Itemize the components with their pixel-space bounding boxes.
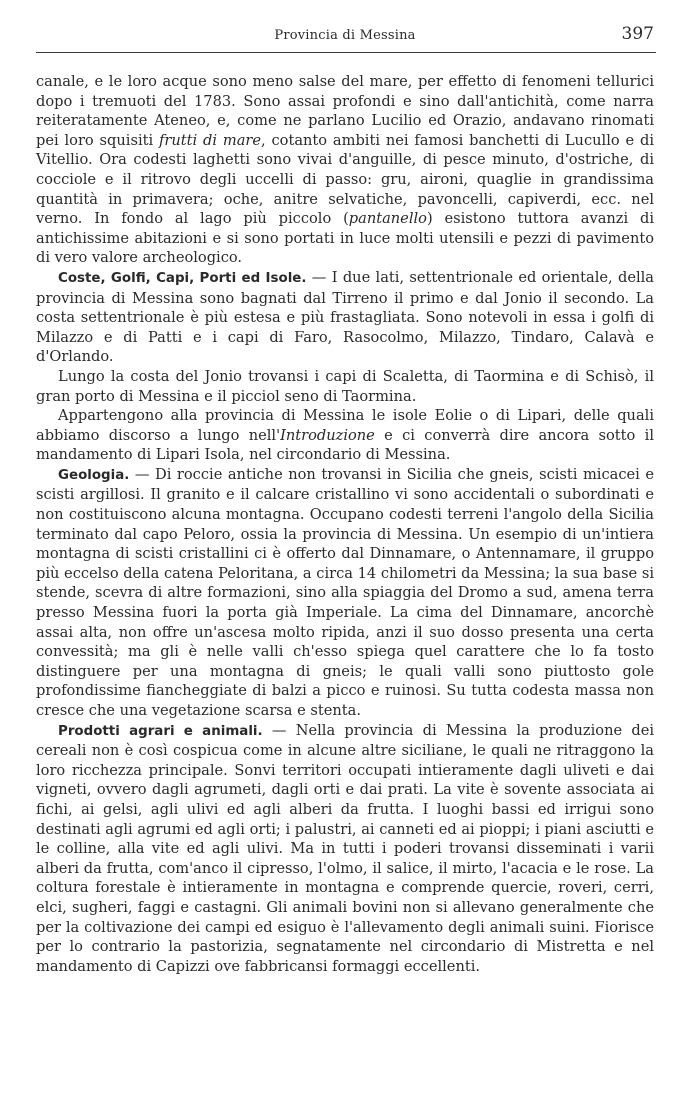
running-head [36,22,654,48]
running-title: Provincia di Messina [274,28,416,43]
paragraph: Coste, Golfi, Capi, Porti ed Isole. — I due lati, settentrionale ed orientale, della provincia di Messina sono bagnati dal Tirreno il primo e dal Jonio il secondo. La costa settentrionale è più estesa e più frastagliata. Sono notevoli in essa i golfi di Milazzo e di Patti e i capi di Faro, Rasocolmo, Milazzo, Tindaro, Calavà e d'Orlando. [36,268,654,366]
section-heading: Prodotti agrari e animali. [58,723,263,739]
paragraph: Appartengono alla provincia di Messina le isole Eolie o di Lipari, delle quali abbiamo discorso a lungo nell'Introduzione e ci converrà dire ancora sotto il mandamento di Lipari Isola, nel circondario di Messina. [36,407,654,464]
section-heading: Geologia. [58,467,130,483]
header-rule [36,52,656,53]
paragraph: canale, e le loro acque sono meno salse del mare, per effetto di fenomeni tellurici dopo i tremuoti del 1783. Sono assai profondi e sino dall'antichità, come narra reiteratamente Ateneo, e, come ne parlano Lucilio ed Orazio, andavano rinomati pei loro squisiti frutti di mare, cotanto ambiti nei famosi banchetti di Lucullo e di Vitellio. Ora codesti laghetti sono vivai d'anguille, di pesce minuto, d'ostriche, di cocciole e il ritrovo degli uccelli di passo: gru, aironi, quaglie in grandissima quantità in primavera; oche, anitre selvatiche, pavoncelli, capiverdi, ecc. nel verno. In fondo al lago più piccolo (pantanello) esistono tuttora avanzi di antichissime abitazioni e si sono portati in luce molti utensili e pezzi di pavimento di vero valore archeologico. [36,73,655,267]
paragraph: Geologia. — Di roccie antiche non trovansi in Sicilia che gneis, scisti micacei e scisti argillosi. Il granito e il calcare cristallino vi sono accidentali o subordinati e non costituiscono alcuna montagna. Occupano codesti terreni l'angolo della Sicilia terminato dal capo Peloro, ossia la provincia di Messina. Un esempio di un'intiera montagna di scisti cristallini ci è offerto dal Dinnamare, o Antennamare, il gruppo più eccelso della catena Peloritana, a circa 14 chilometri da Messina; la sua base si stende, scevra di altre formazioni, sino alla spiaggia del Dromo a sud, amena terra presso Messina fuori la porta già Imperiale. La cima del Dinnamare, ancorchè assai alta, non offre un'ascesa molto ripida, anzi il suo dosso presenta una certa convessità; ma gli è nelle valli ch'esso spiega quel carattere che lo fa tosto distinguere per una montagna di gneis; le quali valli sono piuttosto gole profondissime fiancheggiate di balzi a picco e ruinosi. Su tutta codesta massa non cresce che una vegetazione scarsa e stenta. [36,465,654,719]
section-heading: Coste, Golfi, Capi, Porti ed Isole. [58,270,307,286]
body-text [36,72,654,976]
paragraph: Prodotti agrari e animali. — Nella provincia di Messina la produzione dei cereali non è così cospicua come in alcune altre siciliane, le quali ne ritraggono la loro ricchezza principale. Sonvi territori occupati intieramente dagli uliveti e dai vigneti, ovvero dagli agrumeti, dagli orti e dai prati. La vite è sovente associata ai fichi, ai gelsi, agli ulivi ed agli alberi da frutta. I luoghi bassi ed irrigui sono destinati agli agrumi ed agli orti; i palustri, ai canneti ed ai pioppi; i piani asciutti e le colline, alla vite ed agli ulivi. Ma in tutti i poderi trovansi disseminati i varii alberi da frutta, com'anco il cipresso, l'olmo, il salice, il mirto, l'acacia e le rose. La coltura forestale è intieramente in montagna e comprende quercie, roveri, cerri, elci, sugheri, faggi e castagni. Gli animali bovini non si allevano generalmente che per la coltivazione dei campi ed esiguo è l'allevamento degli animali suini. Fiorisce per lo contrario la pastorizia, segnatamente nel circondario di Mistretta e nel mandamento di Capizzi ove fabbricansi formaggi eccellenti. [36,721,655,975]
page-number: 397 [621,24,654,44]
paragraph: Lungo la costa del Jonio trovansi i capi di Scaletta, di Taormina e di Schisò, il gran porto di Messina e il picciol seno di Taormina. [36,367,654,405]
